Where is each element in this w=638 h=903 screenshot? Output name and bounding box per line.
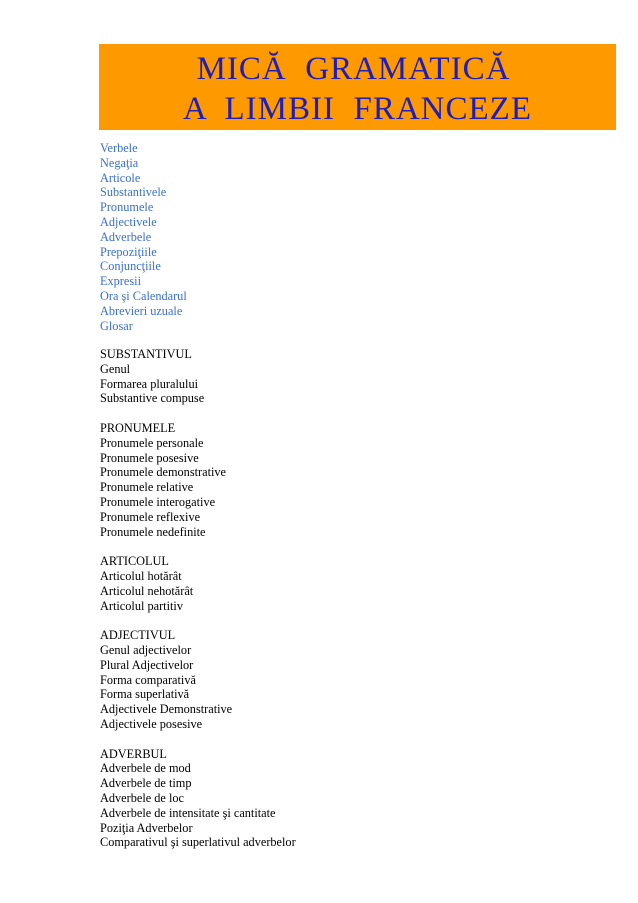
grammar-sections — [100, 347, 296, 865]
list-item: Adverbele de timp — [100, 776, 192, 791]
section-adjectivul — [100, 628, 296, 732]
list-item: Pronumele demonstrative — [100, 465, 227, 480]
title-line-2: A LIMBII FRANCEZE — [183, 91, 532, 127]
section-pronumele — [100, 421, 296, 539]
list-item: Articolul nehotărât — [100, 583, 194, 598]
toc-link-adjectivele[interactable]: Adjectivele — [100, 214, 157, 229]
toc-link-negatia[interactable]: Negaţia — [100, 155, 139, 170]
list-item: Pronumele reflexive — [100, 509, 201, 524]
list-item: Formarea pluralului — [100, 376, 199, 391]
list-item: Pronumele relative — [100, 480, 194, 495]
section-articolul — [100, 554, 296, 613]
toc-link-expresii[interactable]: Expresii — [100, 274, 141, 289]
section-heading: ADJECTIVUL — [100, 628, 176, 643]
list-item: Comparativul şi superlativul adverbelor — [100, 835, 296, 850]
list-item: Pronumele posesive — [100, 450, 199, 465]
list-item: Adverbele de mod — [100, 761, 191, 776]
toc-link-substantivele[interactable]: Substantivele — [100, 185, 167, 200]
table-of-contents — [100, 141, 187, 333]
toc-link-ora-calendarul[interactable]: Ora şi Calendarul — [100, 288, 187, 303]
section-heading: ADVERBUL — [100, 746, 167, 761]
title-banner — [99, 44, 616, 130]
list-item: Articolul partitiv — [100, 598, 183, 613]
section-substantivul — [100, 347, 296, 406]
list-item: Adjectivele Demonstrative — [100, 702, 233, 717]
section-heading: PRONUMELE — [100, 420, 176, 435]
list-item: Adverbele de intensitate şi cantitate — [100, 805, 276, 820]
list-item: Poziţia Adverbelor — [100, 820, 193, 835]
list-item: Pronumele nedefinite — [100, 524, 206, 539]
toc-link-articole[interactable]: Articole — [100, 170, 141, 185]
section-heading: ARTICOLUL — [100, 554, 169, 569]
list-item: Genul adjectivelor — [100, 642, 192, 657]
list-item: Genul — [100, 361, 131, 376]
list-item: Adverbele de loc — [100, 790, 184, 805]
list-item: Pronumele interogative — [100, 494, 216, 509]
toc-link-conjunctiile[interactable]: Conjuncţiile — [100, 259, 161, 274]
section-heading: SUBSTANTIVUL — [100, 347, 192, 361]
toc-link-glosar[interactable]: Glosar — [100, 318, 133, 333]
list-item: Adjectivele posesive — [100, 716, 203, 731]
toc-link-adverbele[interactable]: Adverbele — [100, 229, 152, 244]
list-item: Pronumele personale — [100, 435, 204, 450]
toc-link-pronumele[interactable]: Pronumele — [100, 200, 154, 215]
title-line-1: MICĂ GRAMATICĂ — [196, 51, 511, 87]
section-adverbul — [100, 747, 296, 851]
toc-link-prepozitiile[interactable]: Prepoziţiile — [100, 244, 157, 259]
toc-link-verbele[interactable]: Verbele — [100, 141, 138, 155]
list-item: Plural Adjectivelor — [100, 657, 194, 672]
list-item: Articolul hotărât — [100, 568, 182, 583]
list-item: Forma comparativă — [100, 672, 196, 687]
toc-link-abrevieri[interactable]: Abrevieri uzuale — [100, 303, 183, 318]
list-item: Substantive compuse — [100, 391, 205, 406]
list-item: Forma superlativă — [100, 687, 190, 702]
